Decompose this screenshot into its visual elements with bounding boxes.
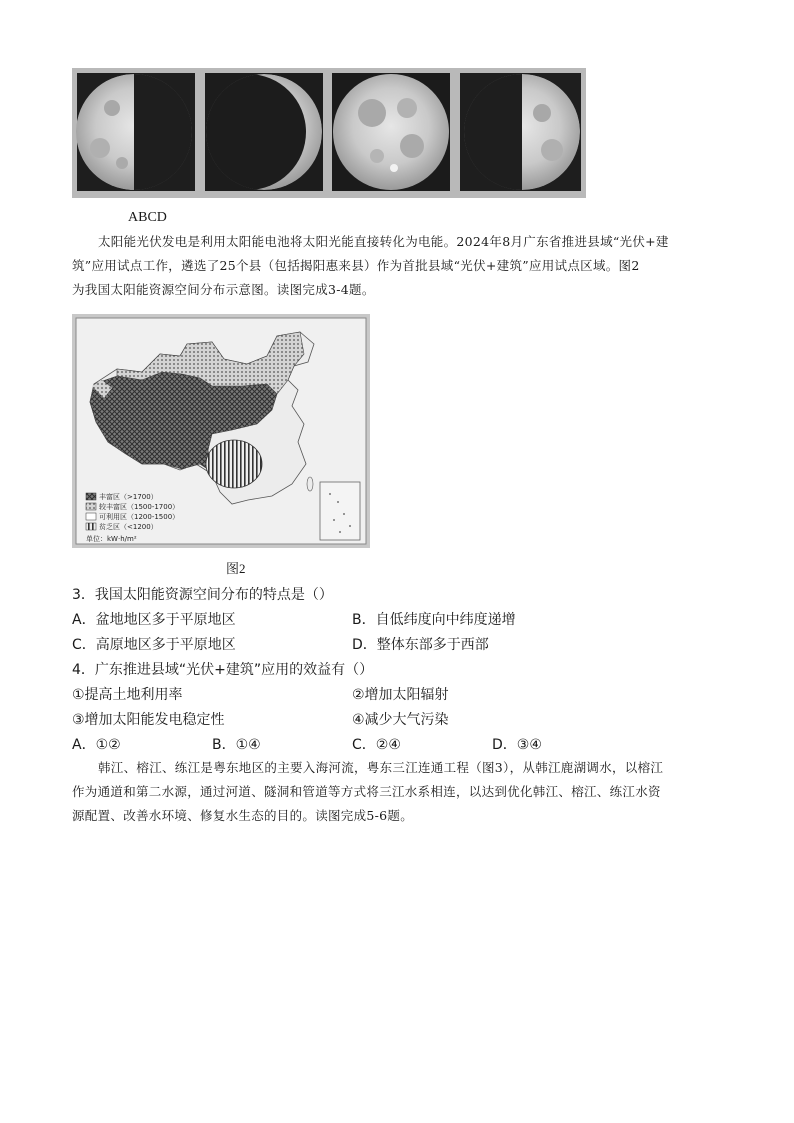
intro-paragraph-rivers: [72, 756, 724, 828]
q3-option-b[interactable]: B．自低纬度向中纬度递增: [352, 612, 516, 628]
q4-item-1: ①提高土地利用率: [72, 687, 183, 703]
q4-option-d[interactable]: D．③④: [492, 737, 542, 753]
q4-option-c[interactable]: C．②④: [352, 737, 401, 753]
q4-item-4: ④减少大气污染: [352, 712, 449, 728]
legend-poor: 贫乏区（<1200）: [99, 523, 158, 531]
legend-unit: 单位：kW·h/m²: [86, 535, 137, 543]
para1-line3: 为我国太阳能资源空间分布示意图。读图完成3-4题。: [72, 282, 375, 297]
map-zone-poor: [206, 440, 262, 488]
q4-option-b[interactable]: B．①④: [212, 737, 261, 753]
q4-option-a[interactable]: A．①②: [72, 737, 121, 753]
moon-caption: ABCD: [128, 210, 167, 225]
legend-richer: 较丰富区（1500-1700）: [99, 503, 180, 511]
para2-line3: 源配置、改善水环境、修复水生态的目的。读图完成5-6题。: [72, 808, 414, 823]
para2-line2: 作为通道和第二水源，通过河道、隧洞和管道等方式将三江水系相连，以达到优化韩江、榕江、练江水资: [72, 784, 661, 799]
intro-paragraph-solar: [72, 230, 724, 302]
solar-resource-map: [72, 314, 370, 548]
para1-line2: 筑”应用试点工作，遴选了25个县（包括揭阳惠来县）作为首批县域“光伏+建筑”应用试点区域。图2: [72, 258, 640, 273]
question-4-stem: 4．广东推进县域“光伏+建筑”应用的效益有（）: [72, 662, 374, 678]
q3-option-d[interactable]: D．整体东部多于西部: [352, 637, 489, 653]
legend-rich: 丰富区（>1700）: [99, 493, 158, 501]
question-3-stem: 3．我国太阳能资源空间分布的特点是（）: [72, 587, 333, 603]
moon-panel-d: [460, 68, 581, 198]
figure-caption: 图2: [226, 561, 246, 576]
q4-item-3: ③增加太阳能发电稳定性: [72, 712, 225, 728]
legend-usable: 可利用区（1200-1500）: [99, 513, 180, 521]
q4-item-2: ②增加太阳辐射: [352, 687, 449, 703]
q3-option-c[interactable]: C．高原地区多于平原地区: [72, 637, 236, 653]
para1-line1: 太阳能光伏发电是利用太阳能电池将太阳光能直接转化为电能。2024年8月广东省推进县域“光伏+建: [98, 234, 669, 249]
q3-option-a[interactable]: A．盆地地区多于平原地区: [72, 612, 236, 628]
moon-phase-photos: [72, 68, 586, 198]
para2-line1: 韩江、榕江、练江是粤东地区的主要入海河流，粤东三江连通工程（图3），从韩江鹿湖调水，以榕江: [98, 760, 664, 775]
moon-panel-c: [332, 73, 450, 191]
moon-panel-b: [190, 73, 323, 191]
moon-panel-a: [76, 68, 204, 198]
